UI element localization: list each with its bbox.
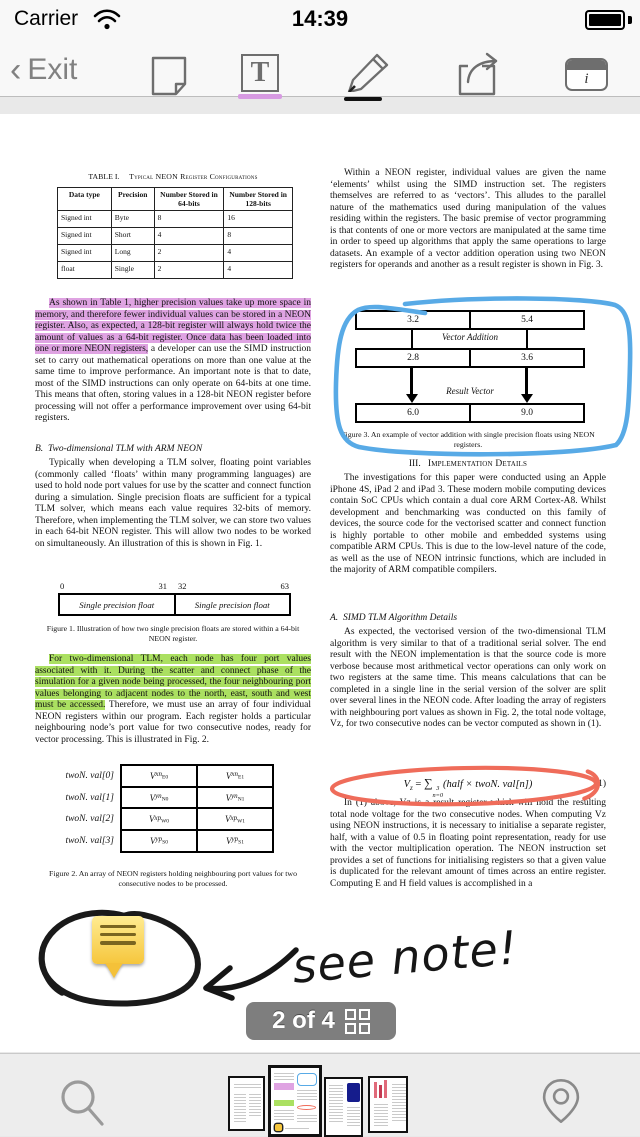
fig3-value: 2.8 [407, 353, 419, 363]
share-button[interactable] [452, 52, 504, 96]
exit-button[interactable] [10, 53, 77, 87]
fig3-label-result: Result Vector [446, 386, 494, 396]
text-tool-button[interactable] [241, 54, 282, 99]
fig1-tick: 0 [60, 581, 65, 591]
back-chevron-icon: ‹ [10, 51, 22, 89]
search-icon[interactable] [58, 1078, 106, 1128]
paragraph-ports [35, 654, 311, 746]
fig3-label-addition: Vector Addition [441, 332, 499, 342]
paragraph-implementation: The investigations for this paper were conducted using an Apple iPhone 4S, iPad 2 and iPad 3. These modern mobile computing devices contain SoC CPUs which contain a dual core ARM Cortex-A8. Whilst development and benchmarking was conducted on this family of devices, the source code for the vectorised scatter and connect function is highly portable to other mobile and embedded systems using compatible ARM CPUs. This is due to the low-level nature of the code, as well as the use of NEON intrinsic functions, which are included in the majority of ARM compatible compilers. [330, 473, 606, 575]
pen-tool-button[interactable] [344, 52, 392, 101]
paragraph-algorithm: As expected, the vectorised version of the two-dimensional TLM algorithm is very similar to that of a traditional serial solver. The end result with the NEON implementation is that the source code is more verbose because most arithmetical vector operations can only work on two registers at the same time. This means calculations that can be completed in a single line in the serial version of the solver are split over several lines in the NEON code. After loading the array of registers with neighbouring port values as shown in Fig. 2, the total node voltage, Vz, for two consecutive nodes can be vector computed as shown in (1). [330, 627, 606, 729]
table1-header: Number Stored in 128-bits [224, 188, 293, 211]
table1-header: Number Stored in 64-bits [154, 188, 224, 211]
fig1-tick: 32 [178, 581, 187, 591]
battery-icon [585, 10, 625, 30]
paragraph-vectors: Within a NEON register, individual values are given the name ‘elements’ whilst using the SIMD instruction set. The registers themselves are referred to as ‘vectors’. This alludes to the parallel nature of the mathematics used during manipulation of the values residing within the registers. The basic premise of vector programming is that contents of one or more vectors are manipulated at the same time in order to speed up algorithms that apply the same operations to large datasets. An example of a vector addition operation using two NEON registers for operands and another as a result register is shown in Fig. 3. [330, 168, 606, 270]
paragraph-tlm: Typically when developing a TLM solver, floating point variables (commonly called ‘floats’ within many programming languages) are used to hold node port values for use by the scatter and connect function during a simulation. Single precision floats are sufficient for a typical TLM solver, which means each value requires 32-bits of memory. Therefore, when implementing the TLM solver, we can store two values in each 64-bit NEON register. This will allow two nodes to be worked on simultaneously. An illustration of this is shown in Fig. 1. [35, 458, 311, 549]
page-indicator-label: 2 of 4 [272, 1007, 335, 1034]
thumbnail-page-2-current[interactable] [268, 1065, 322, 1137]
fig1-tick: 63 [280, 581, 289, 591]
carrier-label: Carrier [14, 7, 79, 30]
page-indicator[interactable] [246, 1002, 396, 1040]
fig2-register-array: twoN. val[0] V $xn_{E0}$ V $xn_{E1}$ twoN. val[1] V $yn_{N0}$ V $yn_{N1}$ twoN. val[2] V $xp_{W0}$ V $xp_{W1}$ twoN. val[3] V $yp_{S0}$ V $yp_{S1}$ [30, 764, 280, 853]
sticky-note-annotation[interactable] [92, 916, 144, 978]
table1-header: Data type [58, 188, 112, 211]
blue-ink-circle-annotation [327, 284, 635, 462]
table1-header: Precision [111, 188, 154, 211]
fig2-caption: Figure 2. An array of NEON registers holding neighbouring port values for two consecutive nodes to be processed. [49, 869, 297, 888]
bottom-toolbar [0, 1053, 640, 1136]
hand-drawn-arrow [196, 936, 300, 1008]
table-row: Signed int Short 4 8 [58, 228, 293, 245]
fig2-row-label: twoN. val[1] [65, 792, 114, 803]
fig2-row-label: twoN. val[3] [65, 835, 114, 846]
fig2-row-label: twoN. val[2] [65, 814, 114, 825]
fig1-cell: Single precision float [174, 595, 290, 614]
fig3-value: 3.2 [407, 315, 419, 325]
fig1-register-box [58, 593, 291, 616]
table-row: Signed int Byte 8 16 [58, 211, 293, 228]
note-tool-button[interactable] [150, 56, 188, 96]
thumbnail-page-4[interactable] [368, 1076, 408, 1133]
fig3-value: 9.0 [469, 405, 583, 421]
paragraph-equation-detail: In (1) above, Vz is a result register which will hold the resulting total node voltage for the two consecutive nodes. When computing Vz using NEON instructions, it is necessary to initialise a separate register, half, with a value of 0.5 in floating point representation, ready for use with the vector multiplication operation. The NEON instruction set provides a set of functions for initialising registers so that a given value is duplicated for the relevant amount of times across an entire register. Computing E and H field values is accomplished in a [330, 798, 606, 889]
sticky-note-icon [92, 916, 144, 964]
fig3-value: 3.6 [469, 350, 583, 366]
table1-label: TABLE I. [88, 172, 120, 181]
status-bar [0, 0, 640, 40]
exit-label: Exit [27, 53, 78, 86]
pen-tool-color-bar [344, 97, 382, 101]
handwritten-see-note-text: see note! [290, 920, 521, 994]
green-highlight[interactable]: For two-dimensional TLM, each node has four port values associated with it. During the scatter and connect phase of the simulation for a given node being processed, the four neighbouring port values belonging to adjacent nodes to the north, east, south and west must be accessed. [35, 654, 311, 710]
location-pin-icon[interactable] [538, 1072, 584, 1130]
paragraph-table-discussion [35, 298, 311, 425]
info-icon: i [584, 71, 589, 87]
fig3-value: 5.4 [469, 312, 583, 328]
thumbnail-page-3[interactable] [324, 1077, 363, 1137]
info-button[interactable] [565, 58, 608, 91]
equation-1: $V_z$ = ∑ 3 n=0 (half × twoN. val[n]) (1) [403, 776, 606, 799]
top-chrome [0, 0, 640, 97]
clock: 14:39 [291, 6, 349, 31]
fig1-cell: Single precision float [79, 599, 155, 610]
purple-highlight[interactable]: As shown in Table 1, higher precision values take up more space in memory, and therefore fewer individual values can be stored in a NEON register. Also, as expected, a 128-bit register will always hold twice the amount of values as a 64-bit register. Once data has been loaded into one or more NEON registers, [35, 298, 311, 354]
table1-title [35, 172, 311, 181]
table-row: Signed int Long 2 4 [58, 245, 293, 262]
text-tool-color-bar [238, 94, 282, 99]
table1 [57, 187, 293, 279]
fig3-caption: Figure 3. An example of vector addition with single precision floats using NEON registers. [341, 430, 595, 449]
section-b-heading: B. Two-dimensional TLM with ARM NEON [35, 444, 203, 454]
thumbnail-page-1[interactable] [228, 1076, 265, 1131]
fig1-tick: 31 [158, 581, 167, 591]
info-icon-cap [567, 60, 606, 70]
section-a-heading: A. SIMD TLM Algorithm Details [330, 613, 458, 623]
paragraph-text: a developer can use the SIMD instruction set to carry out mathematical operations on more than one value at the same time to improve performance. An important note is that to date, most of the SIMD instructions can only operate on 64-bits at one time. This means that often, storing values in a 128-bit NEON register before processing will not offer a performance improvement over using 64-bit registers. [35, 344, 312, 423]
battery-tip [628, 16, 632, 24]
table-row: float Single 2 4 [58, 262, 293, 279]
fig1-caption: Figure 1. Illustration of how two single precision floats are stored within a 64-bit NEON register. [46, 624, 300, 643]
table1-caption: Typical NEON Register Configurations [129, 172, 258, 181]
fig3-value: 6.0 [407, 408, 419, 418]
fig2-row-label: twoN. val[0] [65, 771, 114, 781]
red-ink-circle-annotation [326, 762, 608, 810]
pencil-icon [344, 52, 392, 92]
text-tool-icon: T [241, 54, 279, 92]
section-3-heading: III. Implementation Details [408, 459, 528, 469]
thumbnail-grid-icon [345, 1009, 370, 1034]
pdf-page[interactable] [0, 114, 640, 1052]
equation-number: (1) [594, 779, 606, 789]
paragraph-text: Therefore, we must use an array of four individual NEON registers within our program. Each register holds a particular neighbouring node’s port value for two consecutive nodes, ready for vector processing. This is illustrated in Fig. 2. [35, 700, 312, 745]
